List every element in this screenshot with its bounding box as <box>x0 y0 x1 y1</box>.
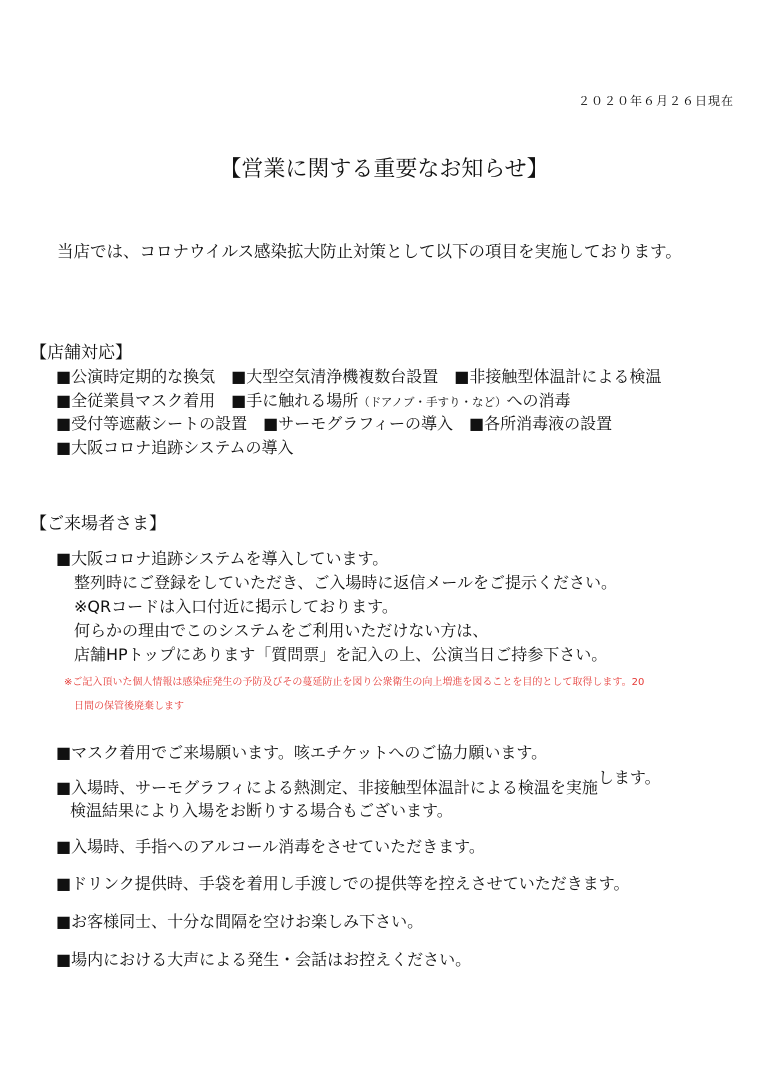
store-measures-row-2-part-3: への消毒 <box>506 391 571 410</box>
privacy-note-line-2: 日間の保管後廃棄します <box>74 701 184 712</box>
tracking-line-4: 何らかの理由でこのシステムをご利用いただけない方は、 <box>74 621 489 640</box>
drink-notice: ■ドリンク提供時、手袋を着用し手渡しでの提供等を控えさせていただきます。 <box>56 874 630 893</box>
temperature-notice-part-1: ■入場時、サーモグラフィによる熱測定、非接触型体温計による検温を実施 <box>56 778 598 797</box>
page-title: 【営業に関する重要なお知らせ】 <box>219 157 549 182</box>
temperature-notice-line-1 <box>56 768 661 798</box>
voice-notice: ■場内における大声による発生・会話はお控えください。 <box>56 950 472 969</box>
visitors-heading: 【ご来場者さま】 <box>30 514 166 534</box>
store-measures-row-4: ■大阪コロナ追跡システムの導入 <box>56 438 294 457</box>
tracking-line-5: 店舗HPトップにあります「質問票」を記入の上、公演当日ご持参下さい。 <box>74 645 608 664</box>
privacy-note-line-1: ※ご記入頂いた個人情報は感染症発生の予防及びその蔓延防止を図り公衆衛生の向上増進を図ることを目的として取得します。20 <box>64 677 645 688</box>
tracking-line-1: ■大阪コロナ追跡システムを導入しています。 <box>56 549 389 568</box>
distance-notice: ■お客様同士、十分な間隔を空けお楽しみ下さい。 <box>56 912 424 931</box>
store-measures-row-3: ■受付等遮蔽シートの設置 ■サーモグラフィーの導入 ■各所消毒液の設置 <box>56 414 613 433</box>
temperature-notice-part-2: します。 <box>597 768 661 787</box>
store-measures-row-2-part-1: ■全従業員マスク着用 ■手に触れる場所 <box>56 391 359 410</box>
mask-notice: ■マスク着用でご来場願います。咳エチケットへのご協力願います。 <box>56 743 548 762</box>
store-measures-row-2-part-2: （ドアノブ・手すり・など） <box>358 395 507 409</box>
store-measures-row-2 <box>56 388 571 411</box>
store-heading: 【店舗対応】 <box>30 343 132 363</box>
tracking-line-3: ※QRコードは入口付近に掲示しております。 <box>74 597 398 616</box>
store-measures-row-1: ■公演時定期的な換気 ■大型空気清浄機複数台設置 ■非接触型体温計による検温 <box>56 367 662 386</box>
temperature-notice-line-2: 検温結果により入場をお断りする場合もございます。 <box>70 801 453 820</box>
date-stamp: ２０２０年６月２６日現在 <box>577 94 734 108</box>
intro-text: 当店では、コロナウイルス感染拡大防止対策として以下の項目を実施しております。 <box>57 242 682 261</box>
alcohol-notice: ■入場時、手指へのアルコール消毒をさせていただきます。 <box>56 837 485 856</box>
tracking-line-2: 整列時にご登録をしていただき、ご入場時に返信メールをご提示ください。 <box>74 573 618 592</box>
